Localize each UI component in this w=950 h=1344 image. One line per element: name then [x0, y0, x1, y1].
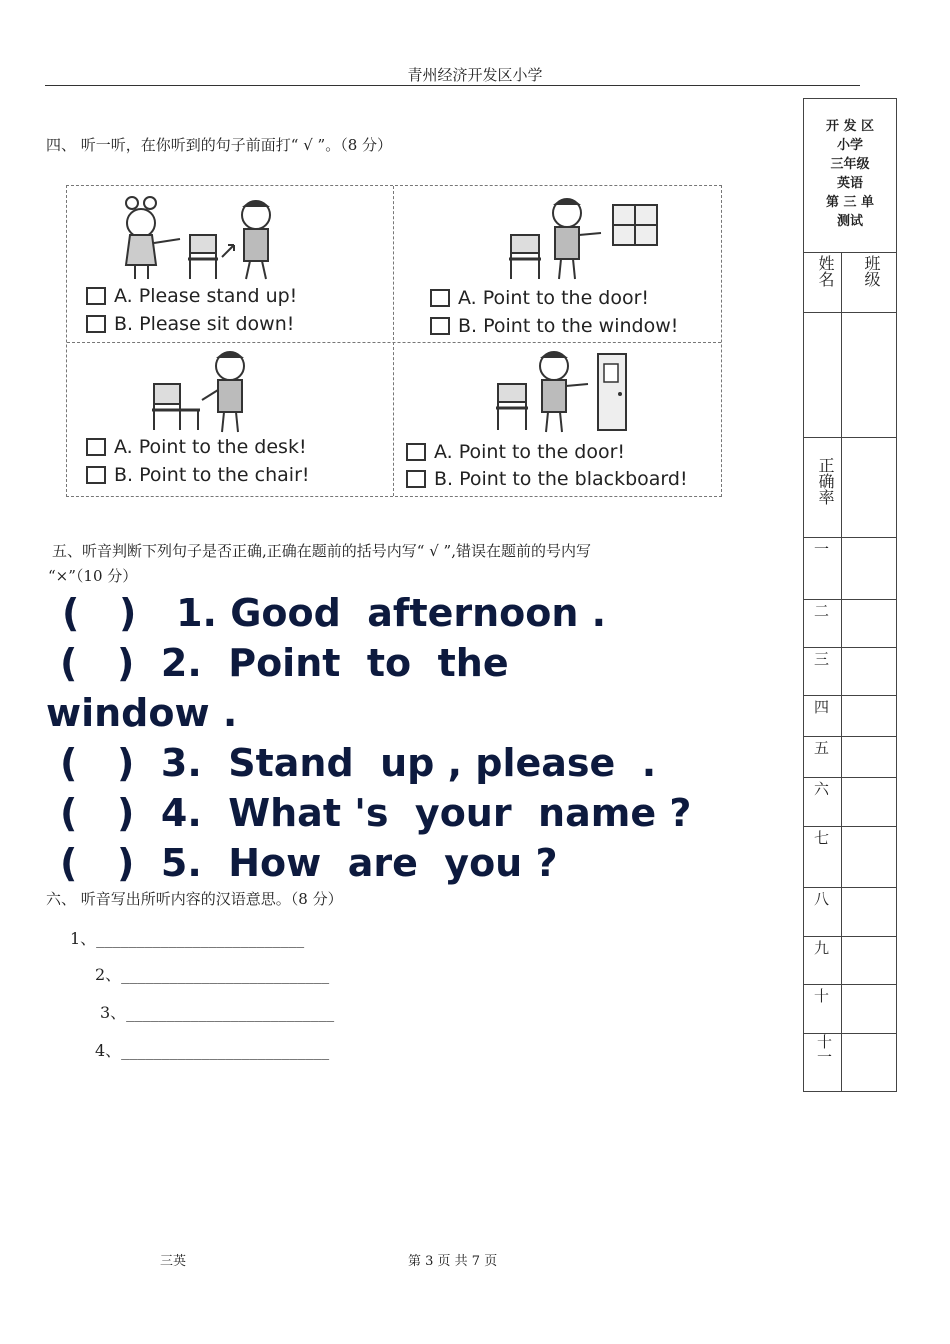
- checkbox[interactable]: [86, 315, 106, 333]
- row-label-9: 九: [814, 939, 830, 957]
- school-info: 开 发 区 小学 三年级 英语 第 三 单 测试: [825, 119, 875, 229]
- judge-item-5: ( ) 5. How are you ?: [60, 841, 558, 885]
- name-label: 姓名: [816, 255, 835, 287]
- score-sidebar: [803, 98, 897, 1092]
- accuracy-label: 正确率: [816, 457, 835, 505]
- section-4-title: 四、 听一听，在你听到的句子前面打“ √ ”。（8 分）: [46, 136, 393, 154]
- checkbox[interactable]: [86, 287, 106, 305]
- checkbox[interactable]: [430, 317, 450, 335]
- checkbox[interactable]: [86, 466, 106, 484]
- row-label-7: 七: [814, 829, 830, 847]
- row-label-6: 六: [814, 780, 830, 798]
- row-label-11: 十一: [815, 1034, 833, 1064]
- judge-item-1: ( ) 1. Good afternoon .: [62, 591, 607, 635]
- answer-blank-1[interactable]: 1、__________________________: [70, 929, 305, 948]
- checkbox[interactable]: [406, 443, 426, 461]
- answer-blank-3[interactable]: 3、__________________________: [100, 1003, 335, 1022]
- panel-1-option-b[interactable]: B. Please sit down!: [86, 313, 294, 335]
- section-6-title: 六、 听音写出所听内容的汉语意思。（8 分）: [46, 890, 343, 908]
- picture-divider-horizontal: [67, 342, 721, 343]
- row-label-8: 八: [814, 890, 830, 908]
- judge-item-2: ( ) 2. Point to the: [60, 641, 509, 685]
- panel-3-option-b[interactable]: B. Point to the chair!: [86, 464, 310, 486]
- footer-page-number: 第 3 页 共 7 页: [408, 1254, 498, 1269]
- row-label-5: 五: [814, 739, 830, 757]
- panel-1-illustration: [110, 195, 290, 283]
- picture-divider-vertical: [393, 186, 394, 496]
- panel-1-option-a[interactable]: A. Please stand up!: [86, 285, 297, 307]
- section-5-title-line-1: 五、听音判断下列句子是否正确,正确在题前的括号内写“ √ ”,错误在题前的号内写: [52, 542, 591, 560]
- panel-2-option-a[interactable]: A. Point to the door!: [430, 287, 649, 309]
- footer-left: 三英: [160, 1254, 187, 1269]
- row-label-10: 十: [814, 987, 830, 1005]
- row-label-3: 三: [814, 650, 830, 668]
- answer-blank-4[interactable]: 4、__________________________: [95, 1041, 330, 1060]
- section-5-title-line-2: “×”（10 分）: [48, 567, 138, 585]
- checkbox[interactable]: [406, 470, 426, 488]
- panel-4-option-a[interactable]: A. Point to the door!: [406, 441, 625, 463]
- answer-blank-2[interactable]: 2、__________________________: [95, 965, 330, 984]
- class-label: 班级: [862, 255, 881, 287]
- page-header-title: 青州经济开发区小学: [407, 66, 543, 84]
- panel-3-illustration: [150, 348, 260, 434]
- judge-item-3: ( ) 3. Stand up , please .: [60, 741, 657, 785]
- panel-2-option-b[interactable]: B. Point to the window!: [430, 315, 678, 337]
- panel-3-option-a[interactable]: A. Point to the desk!: [86, 436, 307, 458]
- checkbox[interactable]: [86, 438, 106, 456]
- header-rule: [45, 85, 860, 86]
- judge-item-2-continued: window .: [46, 691, 238, 735]
- row-label-2: 二: [814, 602, 830, 620]
- checkbox[interactable]: [430, 289, 450, 307]
- row-label-1: 一: [814, 540, 830, 558]
- panel-2-illustration: [505, 195, 665, 283]
- judge-item-4: ( ) 4. What 's your name ?: [60, 791, 692, 835]
- panel-4-illustration: [492, 348, 642, 434]
- panel-4-option-b[interactable]: B. Point to the blackboard!: [406, 468, 688, 490]
- row-label-4: 四: [814, 698, 830, 716]
